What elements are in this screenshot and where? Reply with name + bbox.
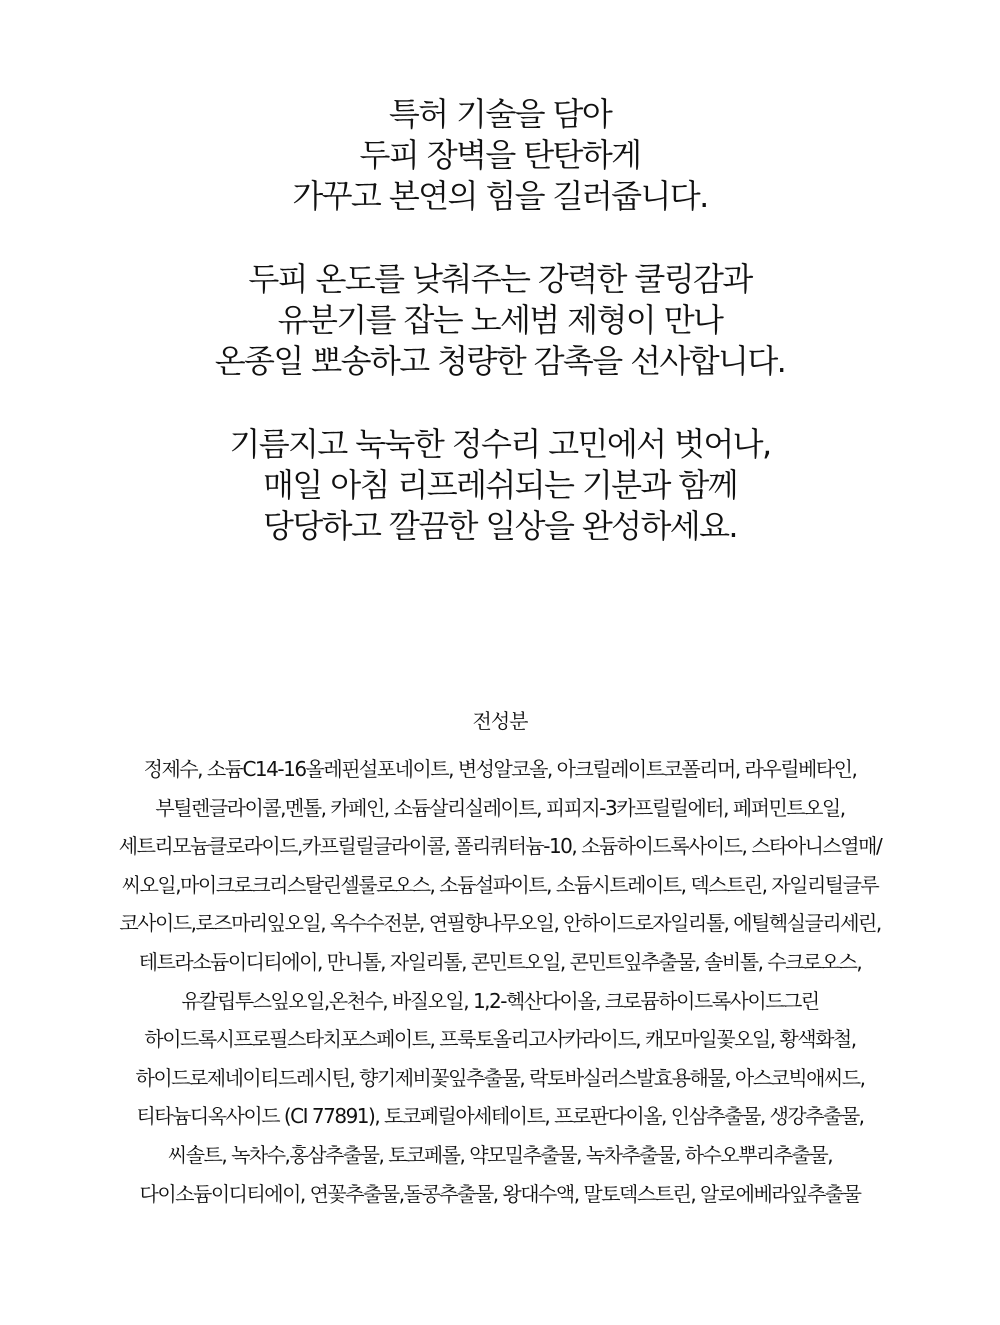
ingredients-line: 씨솔트, 녹차수,홍삼추출물, 토코페롤, 약모밀추출물, 녹차추출물, 하수오뿌리추출물, bbox=[167, 1142, 833, 1167]
ingredients-line: 부틸렌글라이콜,멘톨, 카페인, 소듐살리실레이트, 피피지-3카프릴릴에터, 페퍼민트오일, bbox=[155, 795, 845, 820]
intro-line: 매일 아침 리프레쉬되는 기분과 함께 bbox=[263, 466, 737, 504]
intro-copy bbox=[0, 94, 1000, 589]
ingredients-line: 유칼립투스잎오일,온천수, 바질오일, 1,2-헥산다이올, 크로뮴하이드록사이드그린 bbox=[181, 988, 819, 1013]
ingredients-title: 전성분 bbox=[472, 709, 528, 733]
ingredients-line: 다이소듐이디티에이, 연꽃추출물,돌콩추출물, 왕대수액, 말토덱스트린, 알로에베라잎추출물 bbox=[139, 1181, 861, 1206]
ingredients-line: 정제수, 소듐C14-16올레핀설포네이트, 변성알코올, 아크릴레이트코폴리머, 라우릴베타인, bbox=[143, 757, 857, 781]
ingredients-line: 세트리모늄클로라이드,카프릴릴글라이콜, 폴리쿼터늄-10, 소듐하이드록사이드, 스타아니스열매/ bbox=[118, 834, 882, 859]
intro-paragraph-1 bbox=[0, 94, 1000, 217]
ingredients-line: 테트라소듐이디티에이, 만니톨, 자일리톨, 콘민트오일, 콘민트잎추출물, 솔비톨, 수크로오스, bbox=[138, 949, 862, 974]
intro-line: 유분기를 잡는 노세범 제형이 만나 bbox=[277, 301, 723, 339]
ingredients-line: 티타늄디옥사이드 (CI 77891), 토코페릴아세테이트, 프로판다이올, 인삼추출물, 생강추출물, bbox=[136, 1104, 864, 1129]
intro-line: 기름지고 눅눅한 정수리 고민에서 벗어나, bbox=[229, 425, 771, 463]
intro-line: 두피 온도를 낮춰주는 강력한 쿨링감과 bbox=[248, 260, 752, 298]
intro-line: 당당하고 깔끔한 일상을 완성하세요. bbox=[263, 507, 737, 545]
intro-line: 온종일 뽀송하고 청량한 감촉을 선사합니다. bbox=[214, 342, 786, 380]
ingredients-line: 하이드록시프로필스타치포스페이트, 프룩토올리고사카라이드, 캐모마일꽃오일, 황색화철, bbox=[144, 1027, 856, 1052]
ingredients-line: 코사이드,로즈마리잎오일, 옥수수전분, 연필향나무오일, 안하이드로자일리톨, 에틸헥실글리세린, bbox=[119, 911, 881, 936]
intro-paragraph-3 bbox=[0, 424, 1000, 547]
ingredients-line: 하이드로제네이티드레시틴, 향기제비꽃잎추출물, 락토바실러스발효용해물, 아스코빅애씨드, bbox=[135, 1065, 865, 1090]
ingredients-section bbox=[0, 706, 1000, 1213]
intro-paragraph-2 bbox=[0, 259, 1000, 382]
intro-line: 특허 기술을 담아 bbox=[388, 95, 612, 133]
intro-line: 두피 장벽을 탄탄하게 bbox=[359, 136, 641, 174]
ingredients-line: 씨오일,마이크로크리스탈린셀룰로오스, 소듐설파이트, 소듐시트레이트, 덱스트린, 자일리틸글루 bbox=[121, 872, 879, 897]
intro-line: 가꾸고 본연의 힘을 길러줍니다. bbox=[292, 177, 708, 215]
